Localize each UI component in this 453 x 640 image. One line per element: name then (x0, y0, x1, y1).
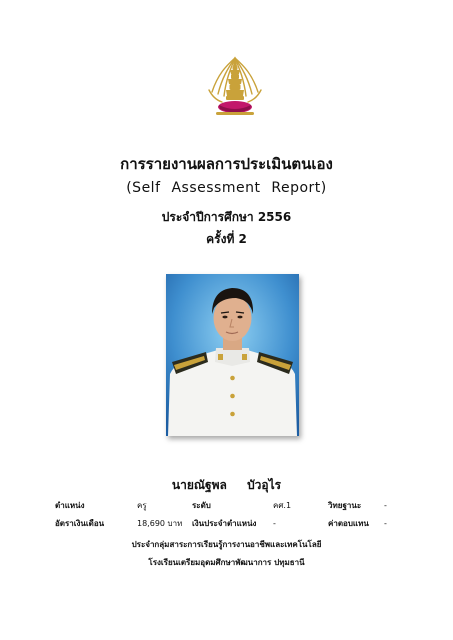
school-emblem-icon (204, 52, 266, 122)
school-line: โรงเรียนเตรียมอุดมศึกษาพัฒนาการ ปทุมธานี (148, 558, 305, 567)
academic-rank-label: วิทยฐานะ (328, 501, 362, 510)
teacher-name (0, 476, 453, 495)
last-name: บัวอุไร (247, 478, 282, 492)
position-value: ครู (137, 501, 147, 510)
title-en-word: (Self (126, 180, 161, 196)
department-line: ประจำกลุ่มสาระการเรียนรู้การงานอาชีพและเทคโนโลยี (131, 540, 322, 549)
compensation-value: - (384, 519, 387, 528)
round-number: ครั้งที่ 2 (206, 232, 247, 246)
teacher-portrait-photo (166, 274, 299, 436)
level-label: ระดับ (192, 501, 211, 510)
position-label: ตำแหน่ง (55, 501, 85, 510)
level-value: คศ.1 (273, 501, 292, 510)
salary-label: อัตราเงินเดือน (55, 519, 105, 528)
compensation-label: ค่าตอบแทน (328, 519, 369, 528)
title-en-word: Report) (271, 180, 327, 196)
report-title-english (0, 180, 453, 196)
first-name: นายณัฐพล (171, 478, 227, 492)
report-title-thai: การรายงานผลการประเมินตนเอง (120, 155, 333, 173)
salary-value: 18,690 บาท (137, 519, 183, 528)
academic-rank-value: - (384, 501, 387, 510)
title-en-word: Assessment (171, 180, 261, 196)
position-allowance-value: - (273, 519, 276, 528)
academic-year: ประจำปีการศึกษา 2556 (161, 210, 292, 224)
position-allowance-label: เงินประจำตำแหน่ง (192, 519, 257, 528)
